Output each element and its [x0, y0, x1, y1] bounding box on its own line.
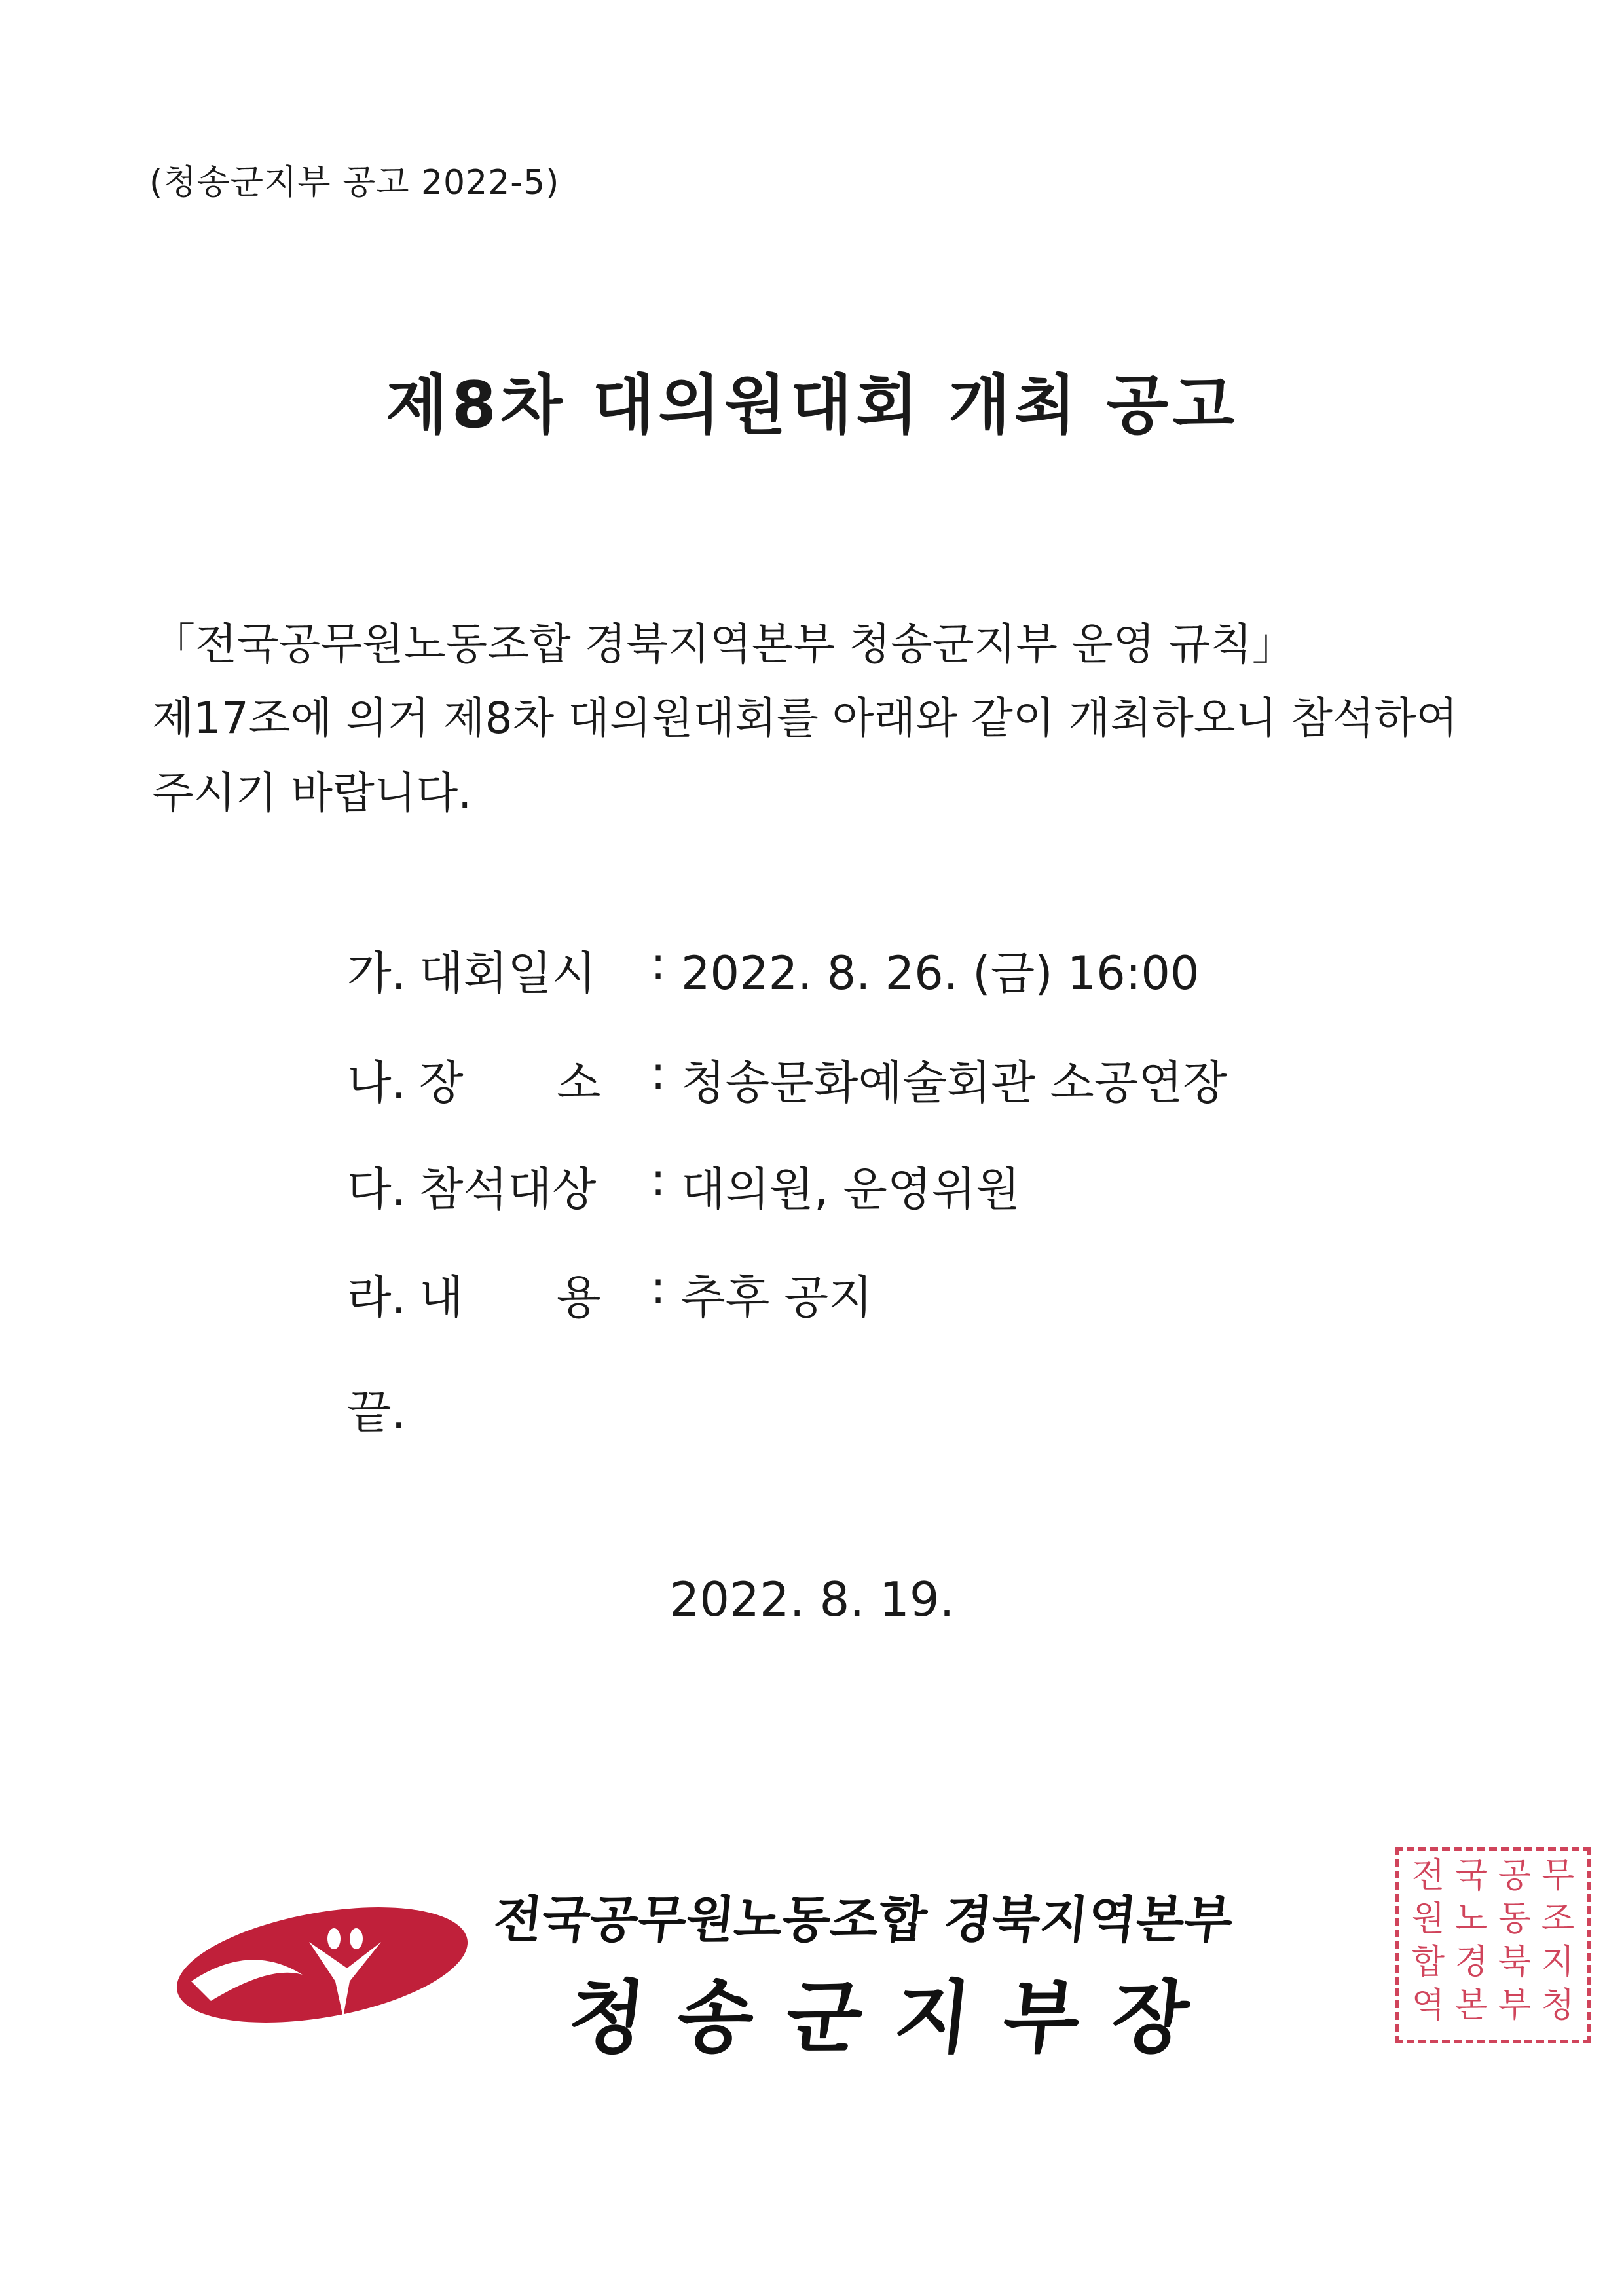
colon: : — [650, 1046, 666, 1100]
signature-organization: 전국공무원노동조합 경북지역본부 — [490, 1890, 1236, 1949]
logo-ellipse — [172, 1903, 473, 2027]
body-line-3: 주시기 바랍니다. — [152, 768, 472, 818]
seal-character: 부 — [1498, 1986, 1532, 2025]
item-value: 추후 공지 — [681, 1271, 873, 1324]
seal-character: 조 — [1541, 1899, 1575, 1939]
seal-character: 합 — [1411, 1943, 1445, 1982]
item-label: 참석대상 — [419, 1163, 597, 1216]
item-marker: 나. — [347, 1056, 406, 1110]
document-title: 제8차 대의원대회 개최 공고 — [386, 368, 1238, 443]
seal-character: 무 — [1541, 1856, 1575, 1895]
item-place — [347, 1046, 1227, 1112]
seal-character: 노 — [1454, 1899, 1488, 1939]
item-value: 2022. 8. 26. (금) 16:00 — [681, 946, 1200, 1000]
item-content — [347, 1261, 873, 1327]
logo-head-right — [350, 1928, 363, 1949]
item-marker: 라. — [347, 1271, 406, 1324]
item-attendees — [347, 1153, 1020, 1219]
item-value: 대의원, 운영위원 — [681, 1163, 1020, 1216]
item-date — [347, 937, 1199, 1003]
seal-character: 공 — [1498, 1856, 1532, 1895]
end-mark: 끝. — [347, 1385, 406, 1439]
item-marker: 가. — [347, 946, 406, 1000]
seal-character: 북 — [1498, 1943, 1532, 1982]
colon: : — [650, 1261, 666, 1315]
item-label: 장 소 — [419, 1056, 601, 1110]
item-marker: 다. — [347, 1163, 406, 1216]
colon: : — [650, 1153, 666, 1206]
colon: : — [650, 937, 666, 990]
seal-character: 경 — [1454, 1943, 1488, 1982]
seal-character: 청 — [1541, 1986, 1575, 2025]
official-seal — [1395, 1847, 1591, 2043]
union-logo — [172, 1903, 473, 2027]
body-line-1: 「전국공무원노동조합 경북지역본부 청송군지부 운영 규칙」 — [152, 619, 1296, 669]
item-label: 내 용 — [419, 1271, 601, 1324]
seal-character: 국 — [1454, 1856, 1488, 1895]
notice-number: (청송군지부 공고 2022-5) — [149, 163, 560, 202]
seal-character: 전 — [1411, 1856, 1445, 1895]
logo-head-left — [327, 1928, 341, 1949]
seal-character: 지 — [1541, 1943, 1575, 1982]
item-label: 대회일시 — [419, 946, 597, 1000]
seal-character: 본 — [1454, 1986, 1488, 2025]
seal-character: 원 — [1411, 1899, 1445, 1939]
body-line-2: 제17조에 의거 제8차 대의원대회를 아래와 같이 개최하오니 참석하여 — [152, 693, 1458, 743]
issue-date: 2022. 8. 19. — [669, 1572, 955, 1627]
seal-character: 동 — [1498, 1899, 1532, 1939]
seal-character: 역 — [1411, 1986, 1445, 2025]
signature-title: 청송군지부장 — [564, 1971, 1226, 2064]
item-value: 청송문화예술회관 소공연장 — [681, 1056, 1227, 1110]
